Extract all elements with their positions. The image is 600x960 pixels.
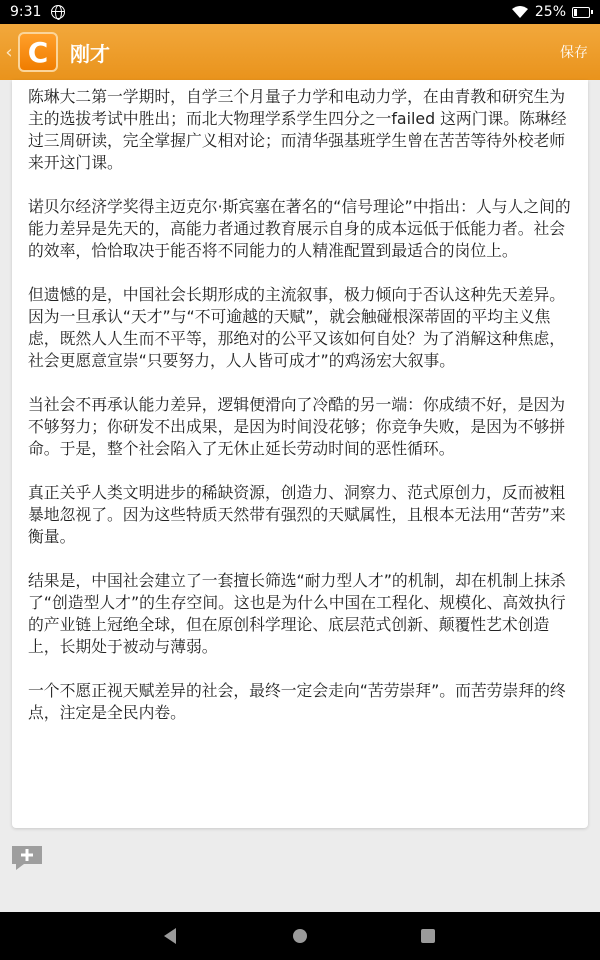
app-logo-letter: C xyxy=(27,35,49,69)
note-paragraph: 一个不愿正视天赋差异的社会，最终一定会走向“苦劳崇拜”。而苦劳崇拜的终点，注定是全民内卷。 xyxy=(28,681,566,722)
app-logo[interactable] xyxy=(18,32,58,72)
add-comment-icon[interactable] xyxy=(10,844,44,872)
globe-icon xyxy=(51,5,65,19)
note-paragraph: 当社会不再承认能力差异，逻辑便滑向了冷酷的另一端：你成绩不好，是因为不够努力；你研发不出成果，是因为时间没花够；你竞争失败，是因为不够拼命。于是，整个社会陷入了无休止延长劳动时间的恶性循环。 xyxy=(28,395,566,458)
status-bar xyxy=(0,0,600,24)
note-paragraph: 但遗憾的是，中国社会长期形成的主流叙事，极力倾向于否认这种先天差异。因为一旦承认“天才”与“不可逾越的天赋”，就会触碰根深蒂固的平均主义焦虑，既然人人生而不平等，那绝对的公平又该如何自处？为了消解这种焦虑，社会更愿意宣崇“只要努力，人人皆可成才”的鸡汤宏大叙事。 xyxy=(28,285,566,370)
app-bar xyxy=(0,24,600,80)
battery-icon xyxy=(572,7,590,18)
back-chevron-icon[interactable]: ‹ xyxy=(5,41,13,63)
back-icon[interactable] xyxy=(164,928,176,944)
note-paragraph: 陈琳大二第一学期时，自学三个月量子力学和电动力学，在由青教和研究生为主的选拔考试中胜出；而北大物理学系学生四分之一failed 这两门课。陈琳经过三周研读，完全掌握广义相对论；而清华强基班学生曾在苦苦等待外校老师来开这门课。 xyxy=(28,87,567,172)
wifi-icon xyxy=(511,5,529,19)
home-icon[interactable] xyxy=(293,929,307,943)
status-time: 9:31 xyxy=(10,4,42,20)
navigation-bar xyxy=(0,912,600,960)
recents-icon[interactable] xyxy=(421,929,435,943)
page-title: 刚才 xyxy=(70,41,110,66)
battery-percent: 25% xyxy=(534,4,566,20)
note-body[interactable] xyxy=(12,80,588,724)
save-button[interactable]: 保存 xyxy=(560,42,588,62)
note-card[interactable] xyxy=(12,80,588,828)
note-paragraph: 真正关乎人类文明进步的稀缺资源，创造力、洞察力、范式原创力，反而被粗暴地忽视了。因为这些特质天然带有强烈的天赋属性，且根本无法用“苦劳”来衡量。 xyxy=(28,483,566,546)
note-paragraph: 结果是，中国社会建立了一套擅长筛选“耐力型人才”的机制，却在机制上抹杀了“创造型人才”的生存空间。这也是为什么中国在工程化、规模化、高效执行的产业链上冠绝全球，但在原创科学理论、底层范式创新、颠覆性艺术创造上，长期处于被动与薄弱。 xyxy=(28,571,566,656)
note-paragraph: 诺贝尔经济学奖得主迈克尔·斯宾塞在著名的“信号理论”中指出：人与人之间的能力差异是先天的，高能力者通过教育展示自身的成本远低于低能力者。社会的效率，恰恰取决于能否将不同能力的人精准配置到最适合的岗位上。 xyxy=(28,197,571,260)
